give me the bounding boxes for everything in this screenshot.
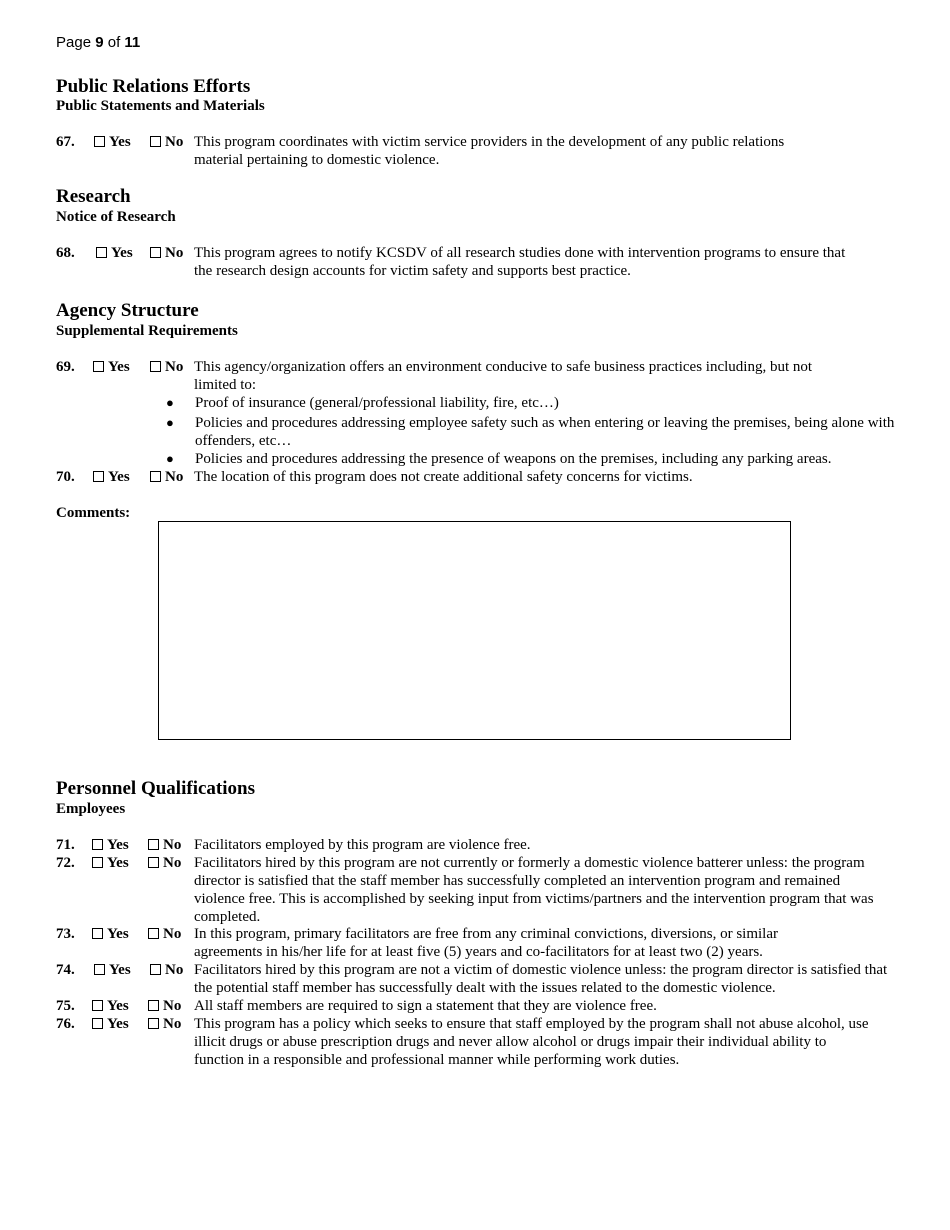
checkbox-icon[interactable] [150, 136, 161, 147]
question-number: 68. [56, 245, 75, 261]
yes-option[interactable] [92, 997, 129, 1015]
question-number: 71. [56, 837, 75, 853]
no-label: No [163, 998, 182, 1014]
checkbox-icon[interactable] [93, 361, 104, 372]
comments-text-area[interactable] [158, 521, 791, 740]
question-number: 69. [56, 359, 75, 375]
no-label: No [165, 962, 184, 978]
yes-label: Yes [107, 1016, 129, 1032]
checkbox-icon[interactable] [92, 1000, 103, 1011]
no-label: No [165, 469, 184, 485]
yes-label: Yes [107, 926, 129, 942]
yes-label: Yes [108, 469, 130, 485]
yes-option[interactable] [93, 358, 130, 376]
checkbox-icon[interactable] [148, 1000, 159, 1011]
yes-option[interactable] [92, 854, 129, 872]
checkbox-icon[interactable] [93, 471, 104, 482]
bullet-icon: ● [166, 451, 174, 466]
question-text: Facilitators employed by this program are violence free. [194, 837, 531, 853]
checkbox-icon[interactable] [94, 964, 105, 975]
checkbox-icon[interactable] [150, 964, 161, 975]
question-number: 75. [56, 998, 75, 1014]
yes-option[interactable] [94, 961, 131, 979]
no-option[interactable] [148, 1015, 181, 1033]
yes-label: Yes [107, 855, 129, 871]
comments-label: Comments: [56, 505, 131, 521]
question-text: Facilitators hired by this program are not currently or formerly a domestic violence batterer unless: the program director is satisfied that the staff member has successfully completed an intervention program and remained violence free. This is accomplished by seeking input from victims/partners and the intervention program that was completed. [194, 855, 874, 925]
bullet-icon: ● [166, 395, 174, 410]
no-label: No [163, 837, 182, 853]
yes-option[interactable] [92, 925, 129, 943]
checkbox-icon[interactable] [148, 857, 159, 868]
page-of: of [107, 34, 121, 51]
checkbox-icon[interactable] [92, 1018, 103, 1029]
no-label: No [163, 926, 182, 942]
checkbox-icon[interactable] [94, 136, 105, 147]
question-text: This program agrees to notify KCSDV of all research studies done with intervention programs to ensure that the research design accounts for victim safety and supports best practice. [194, 245, 846, 279]
no-option[interactable] [150, 468, 183, 486]
no-label: No [165, 134, 184, 150]
no-label: No [163, 1016, 182, 1032]
section-subtitle-employees: Employees [56, 801, 126, 817]
checkbox-icon[interactable] [148, 839, 159, 850]
checkbox-icon[interactable] [92, 839, 103, 850]
question-text: This program has a policy which seeks to ensure that staff employed by the program shall not abuse alcohol, use illicit drugs or abuse prescription drugs and never allow alcohol or drugs impair their individual ability to function in a responsible and professional manner while performing work duties. [194, 1016, 869, 1068]
yes-label: Yes [111, 245, 133, 261]
no-option[interactable] [148, 854, 181, 872]
question-number: 67. [56, 134, 75, 150]
question-text: Facilitators hired by this program are not a victim of domestic violence unless: the program director is satisfied that the potential staff member has successfully dealt with the issues related to the domestic violence. [194, 962, 888, 996]
yes-option[interactable] [92, 1015, 129, 1033]
checkbox-icon[interactable] [92, 928, 103, 939]
yes-option[interactable] [96, 244, 133, 262]
no-option[interactable] [150, 358, 183, 376]
section-subtitle-public-statements: Public Statements and Materials [56, 98, 265, 114]
page-prefix: Page [56, 34, 92, 51]
checkbox-icon[interactable] [150, 247, 161, 258]
no-option[interactable] [148, 836, 181, 854]
question-text: In this program, primary facilitators are free from any criminal convictions, diversions, or similar agreements in his/her life for at least five (5) years and co-facilitators for at least two (2) years. [194, 926, 778, 960]
section-title-personnel-qualifications: Personnel Qualifications [56, 778, 255, 799]
bullet-text: Policies and procedures addressing the presence of weapons on the premises, including any parking areas. [195, 451, 832, 467]
bullet-text: Policies and procedures addressing employee safety such as when entering or leaving the premises, being alone with offenders, etc… [195, 415, 895, 449]
checkbox-icon[interactable] [150, 471, 161, 482]
yes-option[interactable] [94, 133, 131, 151]
question-text: All staff members are required to sign a statement that they are violence free. [194, 998, 657, 1014]
checkbox-icon[interactable] [148, 1018, 159, 1029]
checkbox-icon[interactable] [150, 361, 161, 372]
question-text: The location of this program does not create additional safety concerns for victims. [194, 469, 693, 485]
yes-label: Yes [108, 359, 130, 375]
yes-option[interactable] [92, 836, 129, 854]
page-number [56, 34, 140, 52]
no-option[interactable] [148, 997, 181, 1015]
page-total: 11 [124, 34, 141, 51]
no-option[interactable] [148, 925, 181, 943]
bullet-icon: ● [166, 415, 174, 430]
bullet-text: Proof of insurance (general/professional liability, fire, etc…) [195, 395, 559, 411]
yes-label: Yes [109, 962, 131, 978]
section-title-research: Research [56, 186, 131, 207]
section-subtitle-notice-of-research: Notice of Research [56, 209, 176, 225]
no-option[interactable] [150, 133, 183, 151]
yes-label: Yes [107, 837, 129, 853]
no-option[interactable] [150, 961, 183, 979]
yes-label: Yes [107, 998, 129, 1014]
checkbox-icon[interactable] [148, 928, 159, 939]
no-label: No [165, 245, 184, 261]
question-number: 73. [56, 926, 75, 942]
section-title-public-relations: Public Relations Efforts [56, 76, 251, 97]
question-number: 74. [56, 962, 75, 978]
question-text: This agency/organization offers an environment conducive to safe business practices including, but not limited to: [194, 359, 813, 393]
yes-label: Yes [109, 134, 131, 150]
checkbox-icon[interactable] [92, 857, 103, 868]
yes-option[interactable] [93, 468, 130, 486]
no-option[interactable] [150, 244, 183, 262]
section-title-agency-structure: Agency Structure [56, 300, 199, 321]
no-label: No [163, 855, 182, 871]
no-label: No [165, 359, 184, 375]
page-current: 9 [95, 34, 104, 51]
question-text: This program coordinates with victim service providers in the development of any public relations material pertaining to domestic violence. [194, 134, 785, 168]
question-number: 72. [56, 855, 75, 871]
question-number: 70. [56, 469, 75, 485]
checkbox-icon[interactable] [96, 247, 107, 258]
question-number: 76. [56, 1016, 75, 1032]
section-subtitle-supplemental-requirements: Supplemental Requirements [56, 323, 238, 339]
